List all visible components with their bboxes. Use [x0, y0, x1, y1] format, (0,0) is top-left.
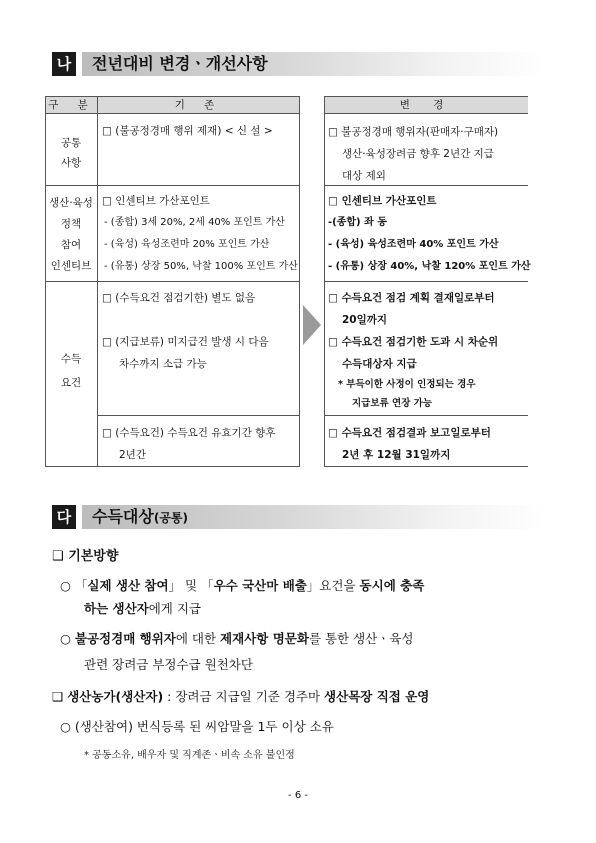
section-da-header: [52, 505, 546, 529]
changed-r1-line: □ 불공정경매 행위자(판매자·구매자): [328, 126, 499, 138]
changed-r4-line: 2년 후 12월 31일까지: [342, 449, 451, 461]
existing-r2-line: □ 인센티브 가산포인트: [102, 195, 210, 207]
existing-table: [45, 96, 300, 467]
existing-r3-line: □ (지급보류) 미지급건 발생 시 다음: [102, 336, 269, 348]
changed-table: [324, 96, 531, 467]
existing-r2-line: - (종합) 3세 20%, 2세 40% 포인트 가산: [104, 217, 285, 228]
bullet-2-line-1: ○ 불공정경매 행위자에 대한 제재사항 명문화를 통한 생산ㆍ육성: [60, 631, 414, 646]
existing-r1-text: □ (불공정경매 행위 제재) < 신 설 >: [102, 125, 273, 137]
existing-r3-line: 차수까지 소급 가능: [119, 358, 207, 370]
section-badge: 나: [52, 52, 76, 76]
changed-r3-line: 20일까지: [342, 314, 388, 326]
category-common: 공통 사항: [60, 137, 82, 169]
changed-r3-line: □ 수득요건 점검기한 도과 시 차순위: [328, 336, 499, 348]
table-header-existing: 기 존: [98, 97, 299, 114]
changed-r1-line: 생산·육성장려금 향후 2년간 지급: [342, 148, 494, 160]
changed-r2-line: - (유통) 상장 40%, 낙찰 120% 포인트 가산: [328, 261, 531, 272]
changed-r2-line: -(종합) 좌 동: [328, 217, 387, 228]
bullet-1-line-1: ○ 「실제 생산 참여」 및 「우수 국산마 배출」요건을 동시에 충족: [60, 578, 425, 593]
arrow-right-icon: [303, 305, 321, 345]
existing-r2-line: - (육성) 육성조련마 20% 포인트 가산: [104, 239, 270, 250]
section-title: 전년대비 변경ㆍ개선사항: [92, 54, 268, 73]
footnote: * 공동소유, 배우자 및 직계존ㆍ비속 소유 불인정: [84, 750, 295, 761]
page-number: - 6 -: [288, 790, 308, 801]
bullet-1-line-2: 하는 생산자에게 지급: [84, 601, 202, 616]
table-header-changed: 변 경: [325, 97, 528, 114]
changed-r3-note: * 부득이한 사정이 인정되는 경우: [338, 379, 476, 390]
changed-r3-line: □ 수득요건 점검 계획 결재일로부터: [328, 292, 495, 304]
existing-r2-line: - (유통) 상장 50%, 낙찰 100% 포인트 가산: [104, 261, 298, 272]
changed-r4-line: □ 수득요건 점검결과 보고일로부터: [328, 427, 491, 439]
changed-r2-line: □ 인센티브 가산포인트: [328, 195, 437, 207]
changed-r1-line: 대상 제외: [342, 170, 386, 182]
bullet-3: ○ (생산참여) 번식등록 된 씨암말을 1두 이상 소유: [60, 719, 334, 734]
changed-r3-line: 수득대상자 지급: [342, 358, 417, 370]
farm-heading: ❑ 생산농가(생산자) : 장려금 지급일 기준 경주마 생산목장 직접 운영: [52, 689, 430, 704]
bullet-2-line-2: 관련 장려금 부정수급 원천차단: [84, 657, 253, 672]
changed-r2-line: - (육성) 육성조련마 40% 포인트 가산: [328, 239, 499, 250]
existing-r4-line: 2년간: [119, 449, 146, 461]
section-title: 수득대상(공통): [92, 507, 188, 526]
checkbox-icon: ❑: [52, 549, 64, 564]
category-requirements: 수득 요건: [60, 353, 82, 389]
category-incentive: 생산·육성 정책 참여 인센티브: [49, 197, 93, 272]
existing-r4-line: □ (수득요건) 수득요건 유효기간 향후: [102, 427, 276, 439]
changed-r3-note: 지급보류 연장 가능: [352, 398, 433, 409]
table-header-category: 구 분: [46, 97, 98, 114]
existing-r3-line: □ (수득요건 점검기한) 별도 없음: [102, 292, 256, 304]
basic-direction-heading: ❑ 기본방향: [52, 549, 119, 564]
section-na-header: [52, 52, 546, 76]
checkbox-icon: ❑: [52, 689, 64, 704]
section-badge: 다: [52, 505, 76, 529]
